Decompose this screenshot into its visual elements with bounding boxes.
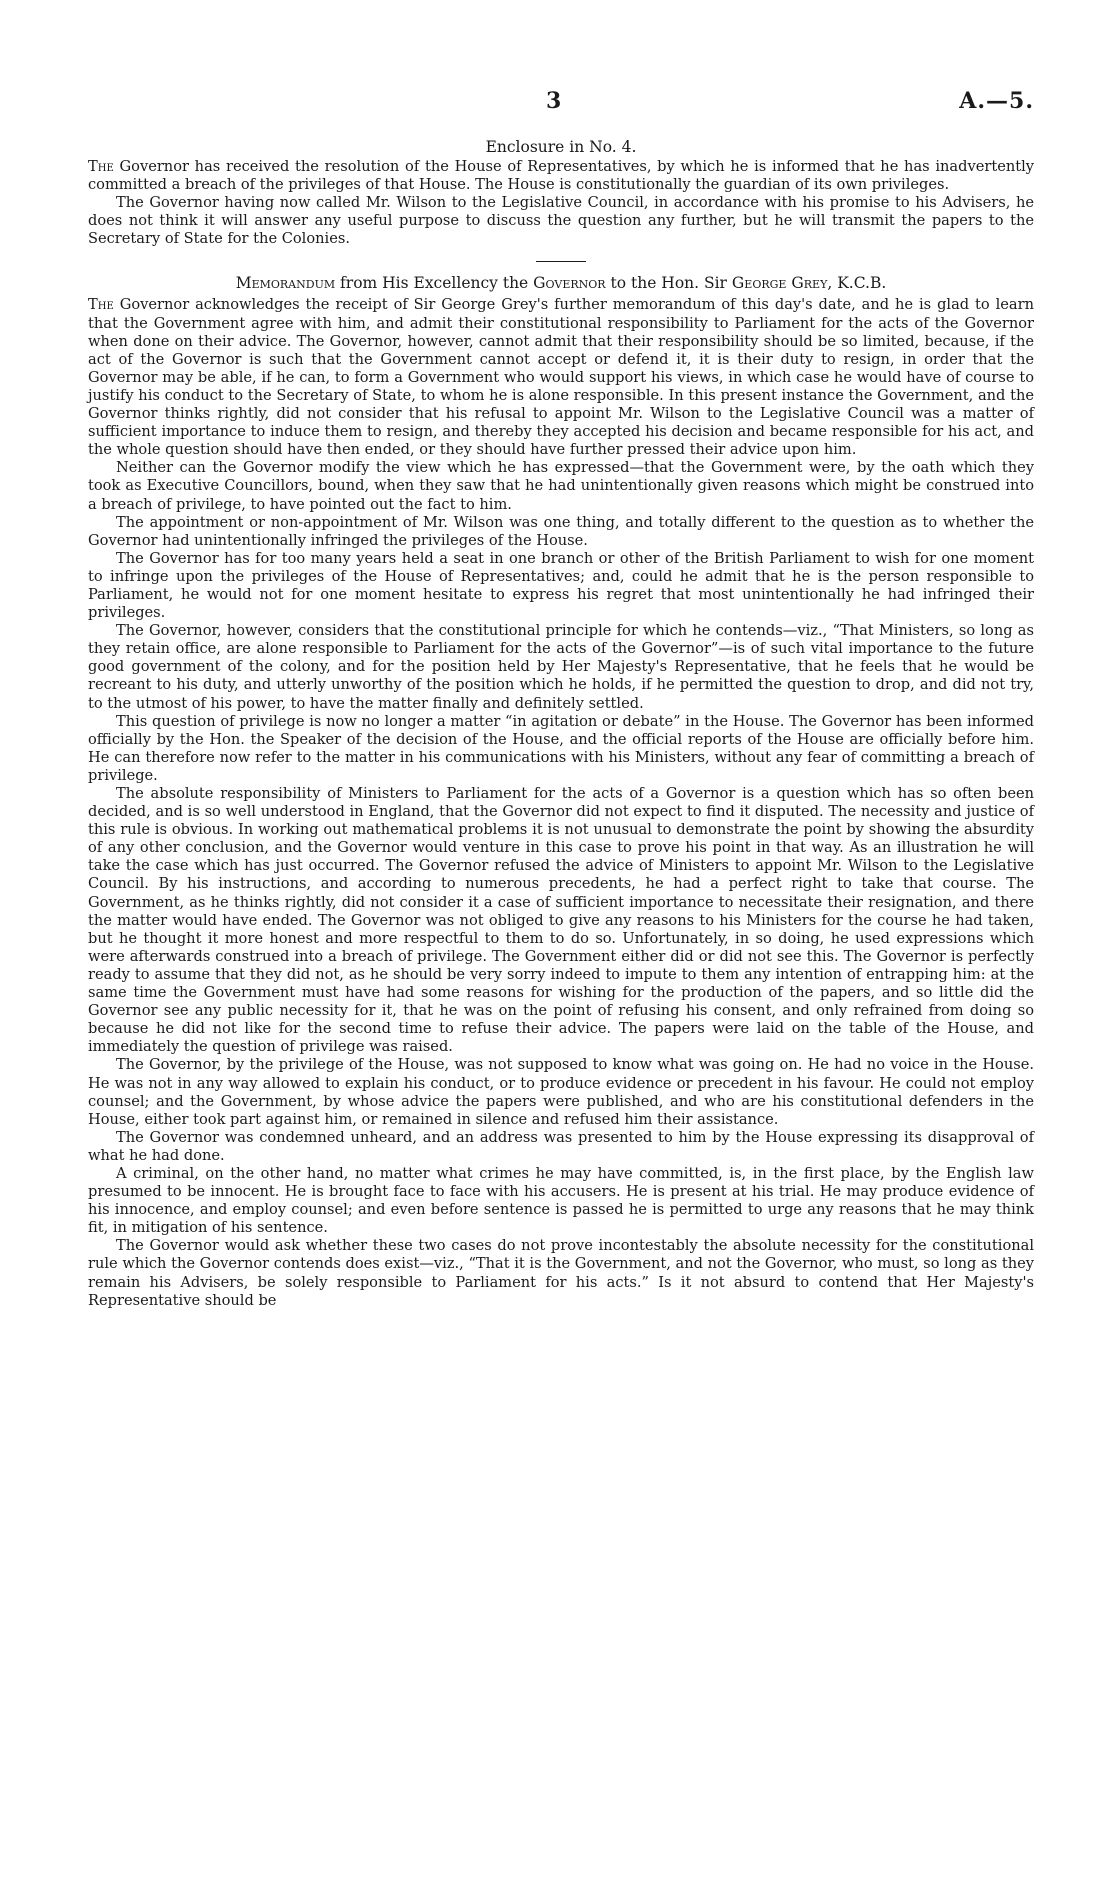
document-reference: A.—5. bbox=[959, 88, 1034, 114]
enclosure-lead-word: The bbox=[88, 158, 114, 175]
page-number: 3 bbox=[546, 88, 562, 114]
enclosure-body bbox=[88, 158, 1034, 248]
memorandum-paragraph: The Governor would ask whether these two cases do not prove incontestably the absolute necessity for the constitutional rule which the Governor contends does exist—viz., “That it is the Government, and not the Governor, who must, so long as they remain his Advisers, be solely responsible to Parliament for his acts.” Is it not absurd to contend that Her Majesty's Representative should be bbox=[88, 1237, 1034, 1309]
memorandum-title-from: from His Excellency the bbox=[340, 274, 529, 293]
memorandum-paragraph: A criminal, on the other hand, no matter what crimes he may have committed, is, in the first place, by the English law presumed to be innocent. He is brought face to face with his accusers. He is present at his trial. He may produce evidence of his innocence, and employ counsel; and even before sentence is passed he is permitted to urge any reasons that he may think fit, in mitigation of his sentence. bbox=[88, 1164, 1034, 1237]
memorandum-lead-word: The bbox=[88, 296, 114, 314]
memorandum-paragraph-text: Governor acknowledges the receipt of Sir George Grey's further memorandum of this day's date, and he is glad to learn that the Government agree with him, and admit their constitutional responsibility to Parliament for the acts of the Governor when done on their advice. The Governor, however, cannot admit that their responsibility should be so limited, because, if the act of the Governor is such that the Government cannot accept or defend it, it is their duty to resign, in order that the Governor may be able, if he can, to form a Government who would support his views, in which case he would have of course to justify his conduct to the Secretary of State, to whom he is alone responsible. In this present instance the Government, and the Governor thinks rightly, did not consider that his refusal to appoint Mr. Wilson to the Legislative Council was a matter of sufficient importance to induce them to resign, and thereby they accepted his decision and became responsible for his act, and the whole question should have then ended, or they should have further pressed their advice upon him. bbox=[88, 296, 1034, 459]
memorandum-paragraph: The Governor, however, considers that the constitutional principle for which he contends—viz., “That Ministers, so long as they retain office, are alone responsible to Parliament for the acts of the Governor”—is of such vital importance to the future good government of the colony, and for the position held by Her Majesty's Representative, that he feels that he would be recreant to his duty, and utterly unworthy of the position which he holds, if he permitted the question to drop, and did not try, to the utmost of his power, to have the matter finally and definitely settled. bbox=[88, 622, 1034, 712]
memorandum-body bbox=[88, 296, 1034, 1309]
memorandum-paragraph: This question of privilege is now no longer a matter “in agitation or debate” in the House. The Governor has been informed officially by the Hon. the Speaker of the decision of the House, and the official reports of the House are officially before him. He can therefore now refer to the matter in his communications with his Ministers, without any fear of committing a breach of privilege. bbox=[88, 712, 1034, 784]
memorandum-paragraph bbox=[88, 296, 1034, 459]
memorandum-title-name: George Grey bbox=[731, 274, 828, 293]
memorandum-paragraph: The appointment or non-appointment of Mr. Wilson was one thing, and totally different to the question as to whether the Governor had unintentionally infringed the privileges of the House. bbox=[88, 513, 1034, 549]
memorandum-title-to: to the Hon. Sir bbox=[610, 274, 727, 293]
enclosure-paragraph-text: Governor has received the resolution of the House of Representatives, by which he is informed that he has inadvertently committed a breach of the privileges of that House. The House is constitutionally the guardian of its own privileges. bbox=[88, 158, 1035, 194]
document-page bbox=[88, 88, 1034, 1310]
memorandum-title-governor: Governor bbox=[533, 274, 606, 293]
section-divider bbox=[536, 261, 586, 262]
memorandum-paragraph: Neither can the Governor modify the view which he has expressed—that the Government were, by the oath which they took as Executive Councillors, bound, when they saw that he had unintentionally given reasons which might be construed into a breach of privilege, to have pointed out the fact to him. bbox=[88, 459, 1034, 513]
memorandum-title-prefix: Memorandum bbox=[235, 274, 336, 293]
memorandum-paragraph: The Governor has for too many years held a seat in one branch or other of the British Parliament to wish for one moment to infringe upon the privileges of the House of Representatives; and, could he admit that he is the person responsible to Parliament, he would not for one moment hesitate to express his regret that most unintentionally he had infringed their privileges. bbox=[88, 549, 1034, 622]
enclosure-title: Enclosure in No. 4. bbox=[485, 138, 637, 156]
memorandum-paragraph: The Governor was condemned unheard, and an address was presented to him by the House expressing its disapproval of what he had done. bbox=[88, 1128, 1034, 1164]
memorandum-paragraph: The Governor, by the privilege of the House, was not supposed to know what was going on. He had no voice in the House. He was not in any way allowed to explain his conduct, or to produce evidence or precedent in his favour. He could not employ counsel; and the Government, by whose advice the papers were published, and who are his constitutional defenders in the House, either took part against him, or remained in silence and refused him their assistance. bbox=[88, 1056, 1034, 1128]
page-header bbox=[88, 88, 1034, 122]
enclosure-paragraph: The Governor having now called Mr. Wilson to the Legislative Council, in accordance with his promise to his Advisers, he does not think it will answer any useful purpose to discuss the question any further, but he will transmit the papers to the Secretary of State for the Colonies. bbox=[88, 194, 1034, 248]
memorandum-paragraph: The absolute responsibility of Ministers to Parliament for the acts of a Governor is a question which has so often been decided, and is so well understood in England, that the Governor did not expect to find it disputed. The necessity and justice of this rule is obvious. In working out mathematical problems it is not unusual to demonstrate the point by showing the absurdity of any other conclusion, and the Governor would venture in this case to prove his point in that way. As an illustration he will take the case which has just occurred. The Governor refused the advice of Ministers to appoint Mr. Wilson to the Legislative Council. By his instructions, and according to numerous precedents, he had a perfect right to take that course. The Government, as he thinks rightly, did not consider it a case of sufficient importance to necessitate their resignation, and there the matter would have ended. The Governor was not obliged to give any reasons to his Ministers for the course he had taken, but he thought it more honest and more respectful to them to do so. Unfortunately, in so doing, he used expressions which were afterwards construed into a breach of privilege. The Government either did or did not see this. The Governor is perfectly ready to assume that they did not, as he should be very sorry indeed to impute to them any intention of entrapping him: at the same time the Government must have had some reasons for wishing for the production of the papers, and so little did the Governor see any public necessity for it, that he was on the point of refusing his consent, and only refrained from doing so because he did not like for the second time to refuse their advice. The papers were laid on the table of the House, and immediately the question of privilege was raised. bbox=[88, 785, 1034, 1056]
enclosure-paragraph bbox=[88, 158, 1034, 194]
memorandum-title bbox=[88, 274, 1034, 292]
memorandum-title-suffix: , K.C.B. bbox=[827, 274, 887, 293]
